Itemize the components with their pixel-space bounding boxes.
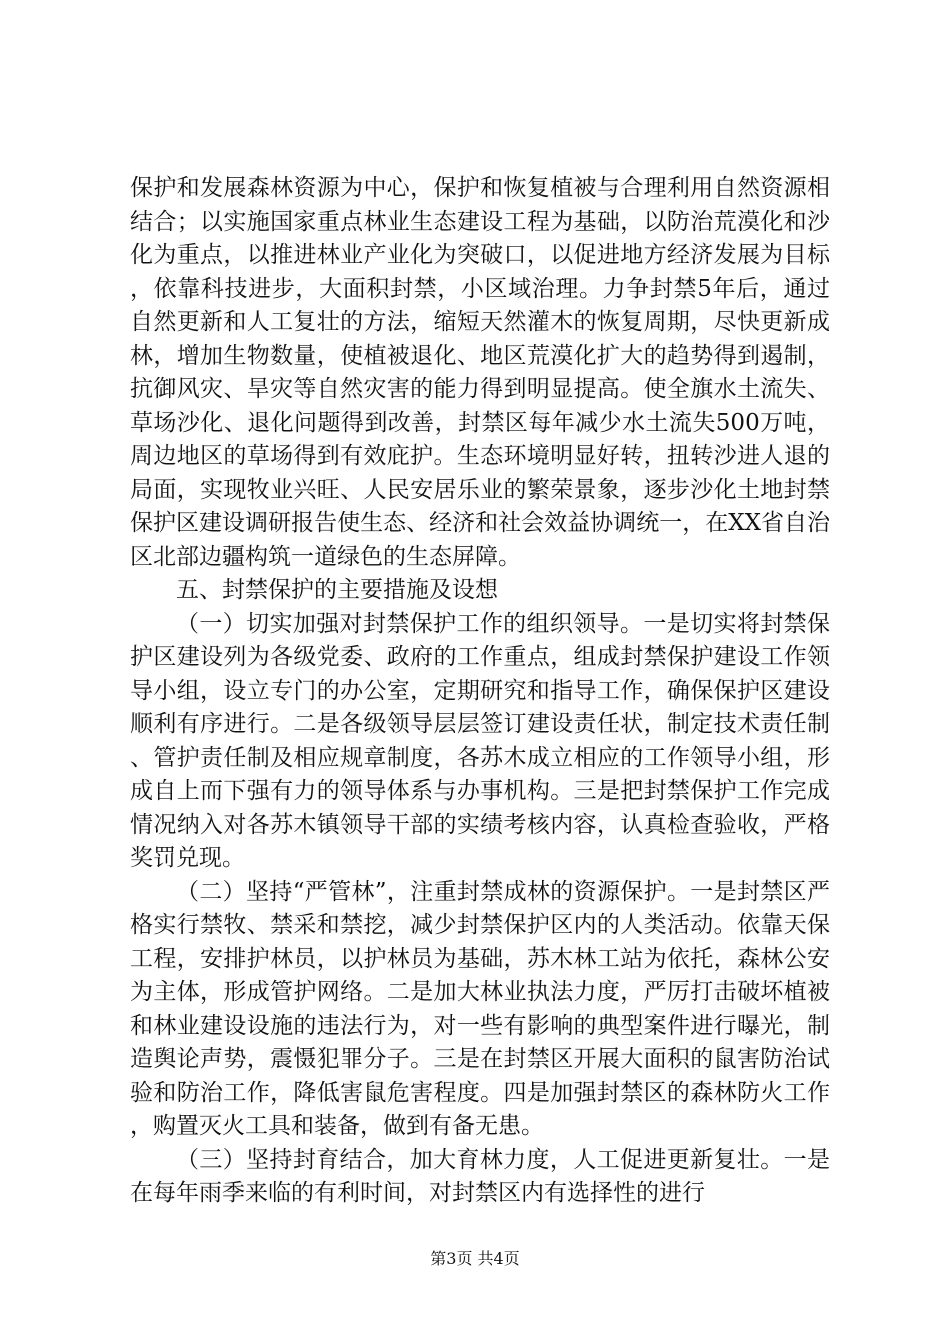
section-heading: 五、封禁保护的主要措施及设想 bbox=[176, 577, 498, 603]
paragraph-measure-1: （一）切实加强对封禁保护工作的组织领导。一是切实将封禁保护区建设列为各级党委、政府的工作重点，组成封禁保护建设工作领导小组，设立专门的办公室，定期研究和指导工作，确保保护区建设顺利有序进行。二是各级领导层层签订建设责任状，制定技术责任制、管护责任制及相应规章制度，各苏木成立相应的工作领导小组，形成自上而下强有力的领导体系与办事机构。三是把封禁保护工作完成情况纳入对各苏木镇领导干部的实绩考核内容，认真检查验收，严格奖罚兑现。 bbox=[130, 610, 830, 871]
paragraph-measure-3: （三）坚持封育结合，加大育林力度，人工促进更新复壮。一是在每年雨季来临的有利时间，对封禁区内有选择性的进行 bbox=[130, 1146, 830, 1206]
paragraph-continuation: 保护和发展森林资源为中心，保护和恢复植被与合理利用自然资源相结合；以实施国家重点林业生态建设工程为基础，以防治荒漠化和沙化为重点，以推进林业产业化为突破口，以促进地方经济发展为目标，依靠科技进步，大面积封禁，小区域治理。力争封禁5年后，通过自然更新和人工复壮的方法，缩短天然灌木的恢复周期，尽快更新成林，增加生物数量，使植被退化、地区荒漠化扩大的趋势得到遏制，抗御风灾、旱灾等自然灾害的能力得到明显提高。使全旗水土流失、草场沙化、退化问题得到改善，封禁区每年减少水土流失500万吨，周边地区的草场得到有效庇护。生态环境明显好转，扭转沙进人退的局面，实现牧业兴旺、人民安居乐业的繁荣景象，逐步沙化土地封禁保护区建设调研报告使生态、经济和社会效益协调统一，在XX省自治区北部边疆构筑一道绿色的生态屏障。 bbox=[130, 175, 830, 570]
paragraph-measure-2: （二）坚持“严管林”，注重封禁成林的资源保护。一是封禁区严格实行禁牧、禁采和禁挖，减少封禁保护区内的人类活动。依靠天保工程，安排护林员，以护林员为基础，苏木林工站为依托，森林公安为主体，形成管护网络。二是加大林业执法力度，严厉打击破坏植被和林业建设设施的违法行为，对一些有影响的典型案件进行曝光，制造舆论声势，震慑犯罪分子。三是在封禁区开展大面积的鼠害防治试验和防治工作，降低害鼠危害程度。四是加强封禁区的森林防火工作，购置灭火工具和装备，做到有备无患。 bbox=[130, 878, 830, 1139]
document-body bbox=[130, 172, 830, 1211]
page-footer: 第3页 共4页 bbox=[430, 1249, 520, 1268]
